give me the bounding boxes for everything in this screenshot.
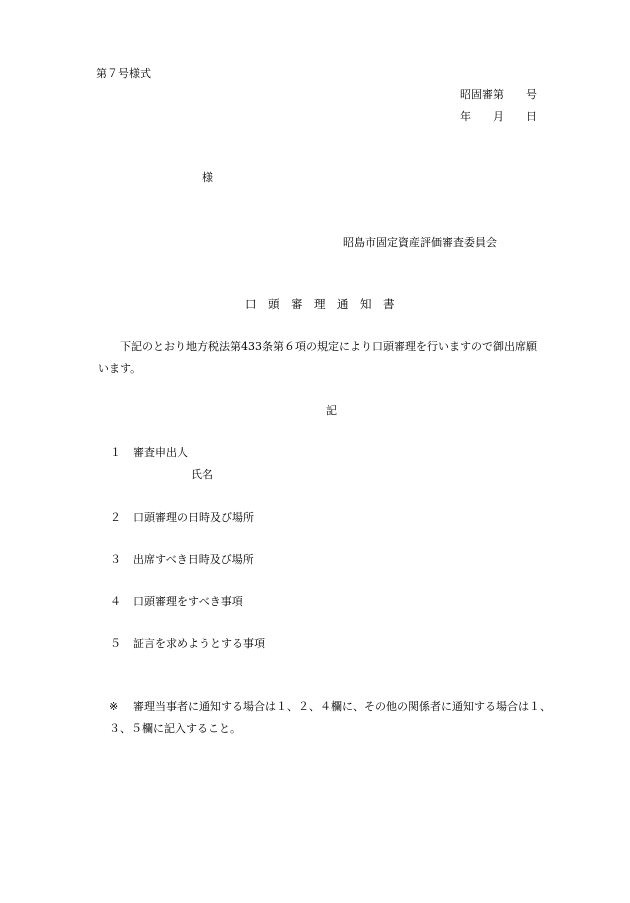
ki-heading: 記 xyxy=(326,404,337,417)
item-label-attendance-datetime-place: 出席すべき日時及び場所 xyxy=(133,553,254,566)
note-text-line-2: ３、５欄に記入すること。 xyxy=(109,722,241,735)
body-text-line-1: 下記のとおり地方税法第433条第６項の規定により口頭審理を行いますので御出席願 xyxy=(120,340,537,353)
date-line: 年 月 日 xyxy=(460,110,537,123)
body-text-line-2: います。 xyxy=(98,362,142,375)
item-label-testimony-matters: 証言を求めようとする事項 xyxy=(133,637,265,650)
note-text-line-1: 審理当事者に通知する場合は１、２、４欄に、その他の関係者に通知する場合は１、 xyxy=(133,700,551,713)
form-number: 第７号様式 xyxy=(96,67,151,80)
recipient-suffix: 様 xyxy=(202,171,213,184)
item-number: ３ xyxy=(110,553,121,566)
item-sub-label-name: 氏名 xyxy=(191,468,213,481)
item-number: ５ xyxy=(110,637,121,650)
item-number: １ xyxy=(110,446,121,459)
item-label-hearing-datetime-place: 口頭審理の日時及び場所 xyxy=(133,511,254,524)
item-label-applicant: 審査申出人 xyxy=(133,446,188,459)
reference-number: 昭固審第 号 xyxy=(460,88,537,101)
item-number: ２ xyxy=(110,511,121,524)
issuer-name: 昭島市固定資産評価審査委員会 xyxy=(343,236,497,249)
item-label-hearing-matters: 口頭審理をすべき事項 xyxy=(133,595,243,608)
note-mark: ※ xyxy=(109,700,119,713)
document-title: 口 頭 審 理 通 知 書 xyxy=(245,297,395,311)
item-number: ４ xyxy=(110,595,121,608)
